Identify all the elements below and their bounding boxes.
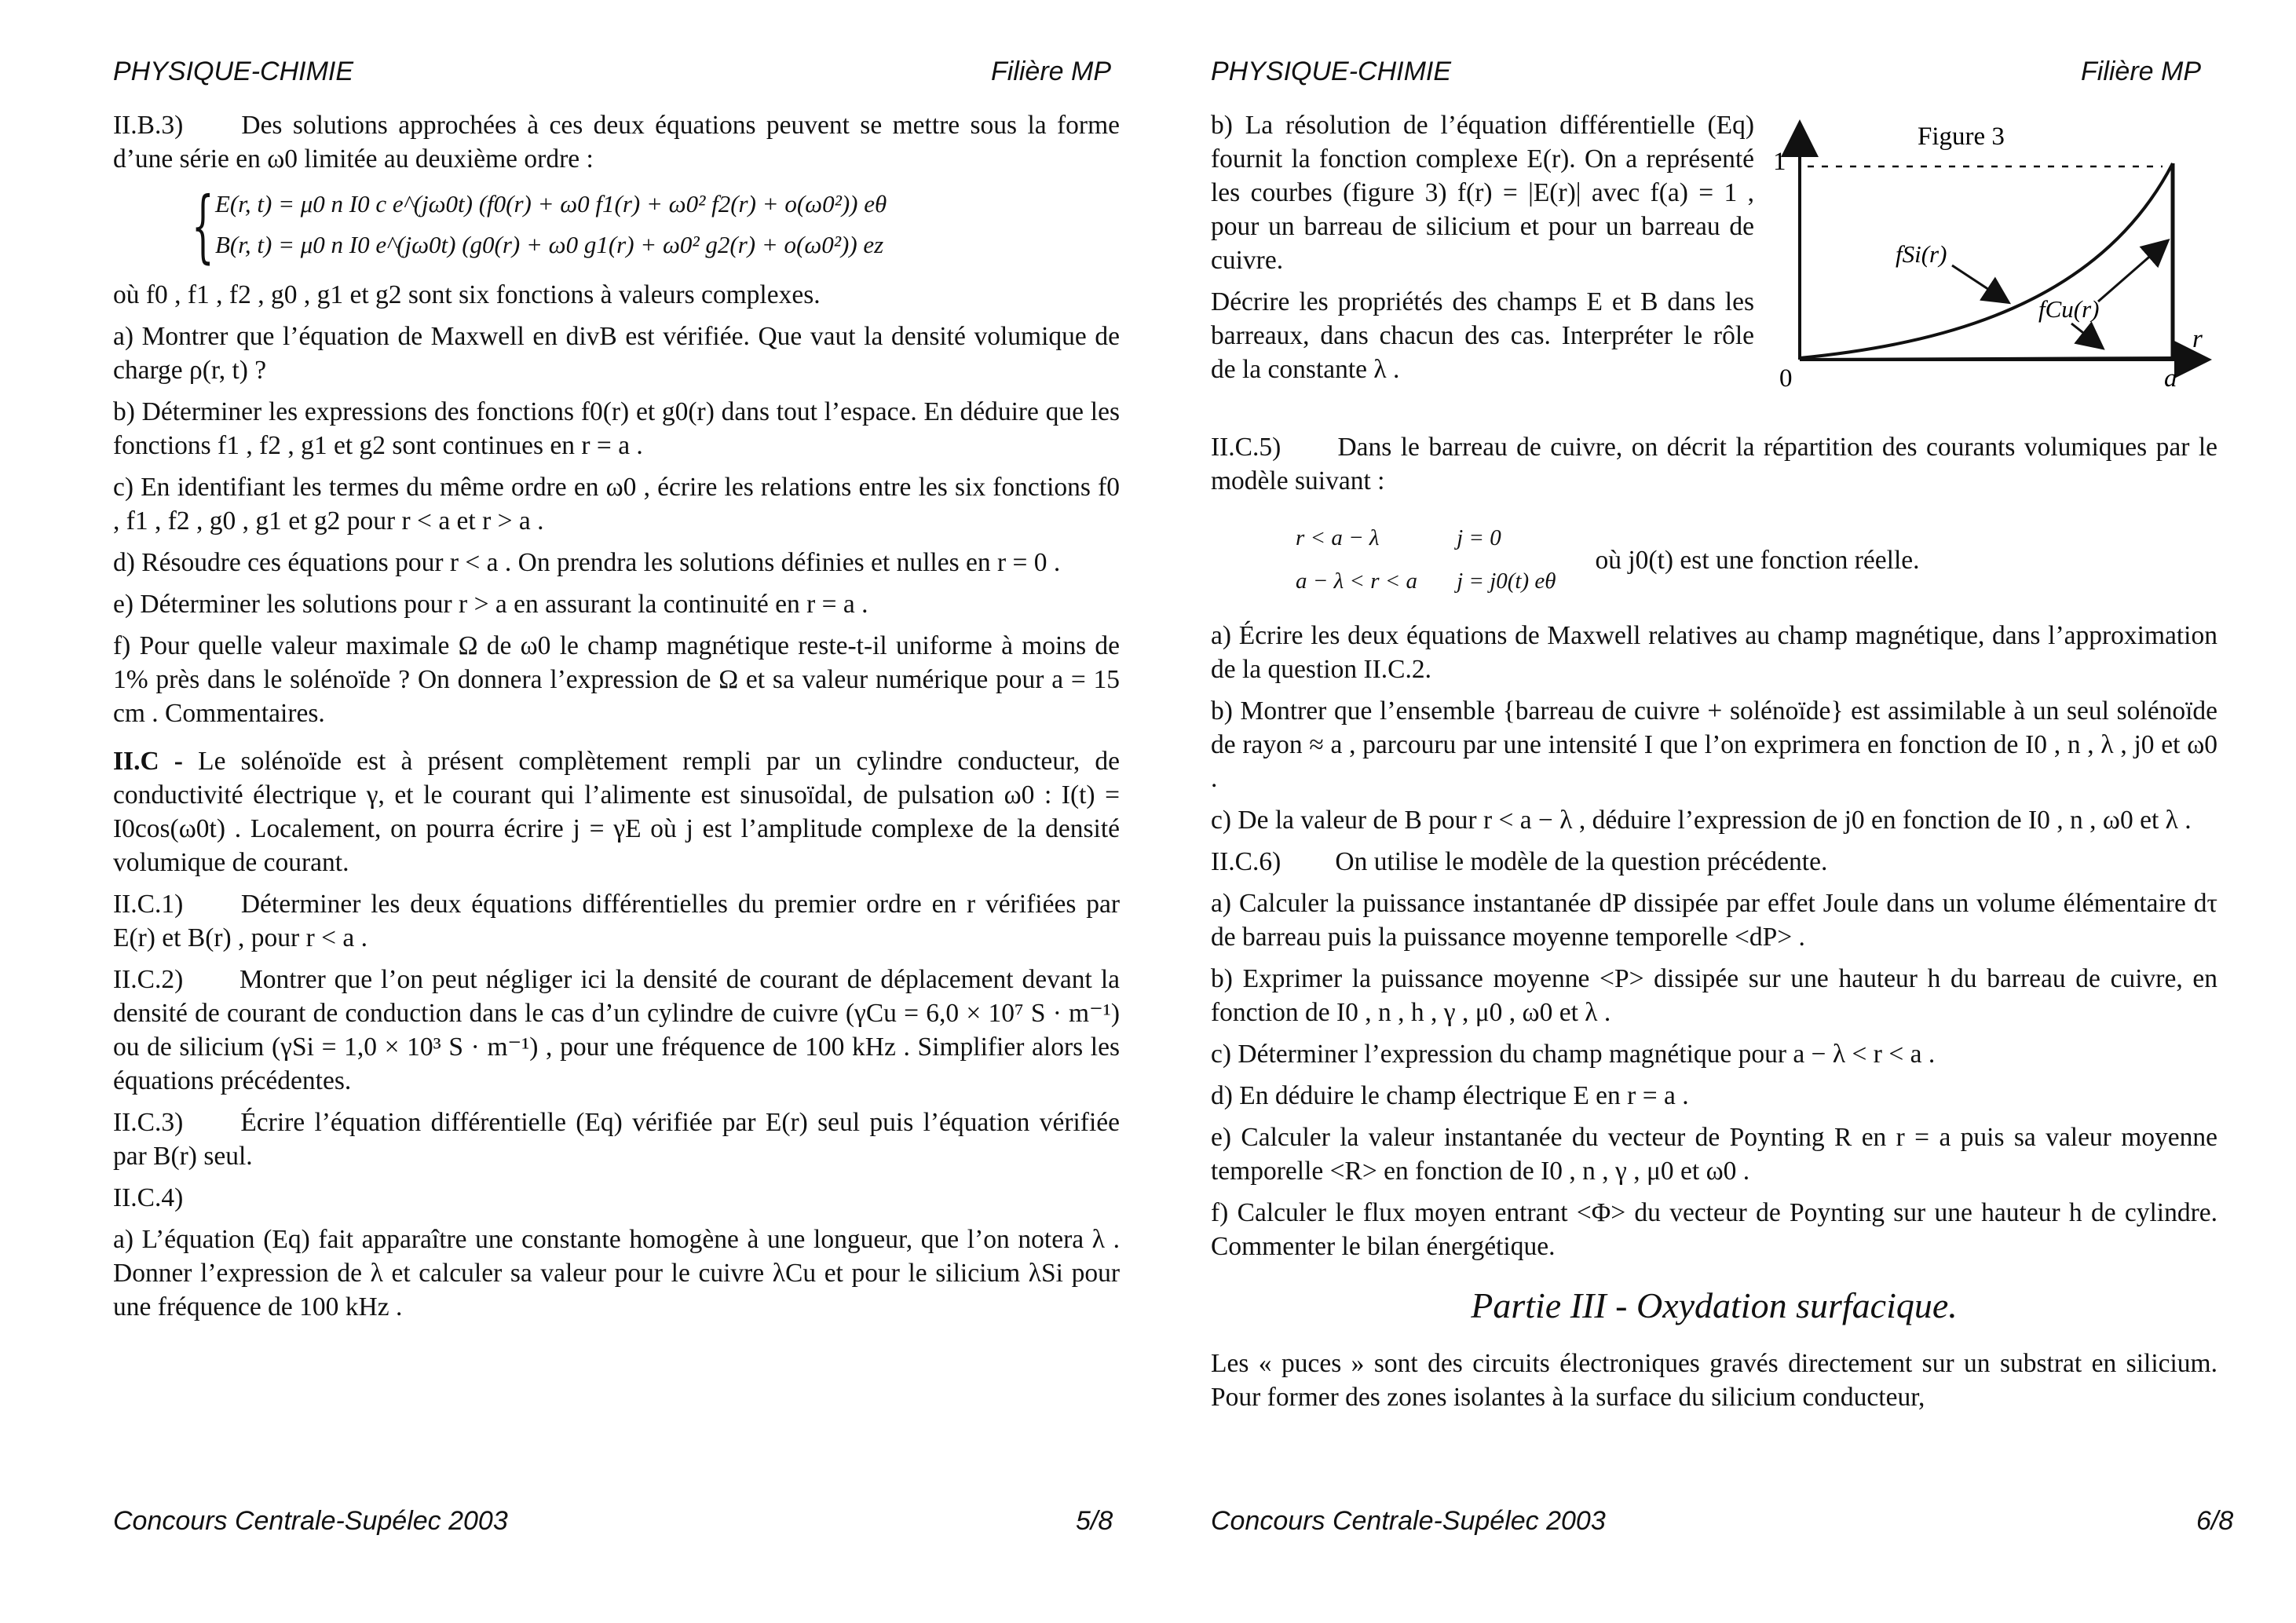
para-q-e: e) Déterminer les solutions pour r > a en assurant la continuité en r = a .	[113, 590, 868, 619]
para-q-f: f) Pour quelle valeur maximale Ω de ω0 le champ magnétique reste-t-il uniforme à moins de 1% près dans le solénoïde ? On donnera l’expression de Ω et sa valeur numérique pour a = 15 cm . Commentaires.	[113, 631, 1120, 728]
para-iic4	[113, 1181, 1120, 1215]
model-row-2-value: j = j0(t) eθ	[1457, 568, 1556, 594]
x-axis-label: r	[2192, 325, 2203, 353]
header-track: Filière MP	[2081, 57, 2202, 86]
footer-contest: Concours Centrale-Supélec 2003	[113, 1506, 508, 1536]
label-iic2: II.C.2)	[113, 965, 184, 994]
model-note: où j0(t) est une fonction réelle.	[1595, 545, 1920, 575]
arrow-f-cu-upper	[2098, 242, 2166, 302]
text-iic6: On utilise le modèle de la question précédente.	[1335, 847, 1828, 876]
text-iic5: Dans le barreau de cuivre, on décrit la répartition des courants volumiques par le modèle suivant :	[1211, 433, 2218, 495]
text-iic1: Déterminer les deux équations différentielles du premier ordre en r vérifiées par E(r) et B(r) , pour r < a .	[113, 890, 1120, 952]
figure-3	[1770, 108, 2217, 422]
header-track: Filière MP	[991, 57, 1112, 86]
para-six-functions: où f0 , f1 , f2 , g0 , g1 et g2 sont six fonctions à valeurs complexes.	[113, 280, 821, 309]
label-iic3: II.C.3)	[113, 1108, 184, 1137]
para-iic6-a: a) Calculer la puissance instantanée dP dissipée par effet Joule dans un volume élémentaire dτ de barreau puis la puissance moyenne temporelle <dP> .	[1211, 889, 2217, 952]
label-iic6: II.C.6)	[1211, 847, 1281, 876]
equation-b: B(r, t) = μ0 n I0 e^(jω0t) (g0(r) + ω0 g1(r) + ω0² g2(r) + o(ω0²)) ez	[215, 231, 884, 258]
para-iic4-b: b) La résolution de l’équation différentielle (Eq) fournit la fonction complexe E(r). On a représenté les courbes (figure 3) f(r) = |E(r)| avec f(a) = 1 , pour un barreau de silicium et pour un barreau de cuivre.	[1211, 111, 1754, 275]
label-iic5: II.C.5)	[1211, 433, 1281, 462]
equation-e: E(r, t) = μ0 n I0 c e^(jω0t) (f0(r) + ω0 f1(r) + ω0² f2(r) + o(ω0²)) eθ	[215, 190, 887, 217]
footer-page-number: 5/8	[1076, 1506, 1113, 1536]
current-model	[1211, 517, 2217, 603]
para-iic1	[113, 887, 1120, 955]
text-iic: Le solénoïde est à présent complètement rempli par un cylindre conducteur, de conductivité électrique γ, et le courant qui l’alimente est sinusoïdal, de pulsation ω0 : I(t) = I0cos(ω0t) . Localement, on pourra écrire j = γE où j est l’amplitude complexe de la densité volumique de courant.	[113, 747, 1120, 877]
text-iib3: Des solutions approchées à ces deux équations peuvent se mettre sous la forme d’une série en ω0 limitée au deuxième ordre :	[113, 111, 1121, 174]
para-q-a: a) Montrer que l’équation de Maxwell en divB est vérifiée. Que vaut la densité volumique de charge ρ(r, t) ?	[113, 322, 1120, 385]
para-q-c: c) En identifiant les termes du même ordre en ω0 , écrire les relations entre les six fonctions f0 , f1 , f2 , g0 , g1 et g2 pour r < a et r > a .	[113, 473, 1120, 536]
para-iic6	[1211, 845, 2217, 879]
curve-f-si	[1800, 163, 2173, 358]
page-right	[1148, 0, 2296, 1623]
label-iic: II.C -	[113, 747, 183, 776]
label-f-cu: fCu(r)	[2038, 295, 2100, 323]
right-column	[1211, 108, 2217, 1422]
para-iic2	[113, 963, 1120, 1098]
model-row-1	[1296, 517, 1595, 560]
y-tick-one: 1	[1773, 148, 1786, 176]
header-subject: PHYSIQUE-CHIMIE	[1211, 57, 1452, 86]
label-iib3: II.B.3)	[113, 111, 184, 140]
section-title-partie-iii: Partie III - Oxydation surfacique.	[1471, 1285, 1958, 1325]
para-q-d: d) Résoudre ces équations pour r < a . On prendra les solutions définies et nulles en r = 0 .	[113, 548, 1061, 577]
para-iic5-c: c) De la valeur de B pour r < a − λ , déduire l’expression de j0 en fonction de I0 , n , ω0 et λ .	[1211, 806, 2192, 835]
model-table	[1296, 517, 1595, 603]
label-iic4: II.C.4)	[113, 1183, 184, 1212]
model-row-2	[1296, 560, 1595, 603]
arrow-f-si	[1952, 265, 2007, 302]
text-iic2: Montrer que l’on peut négliger ici la densité de courant de déplacement devant la densité de courant de conduction dans le cas d’un cylindre de cuivre (γCu = 6,0 × 10⁷ S · m⁻¹) ou de silicium (γSi = 1,0 × 10³ S · m⁻¹) , pour une fréquence de 100 kHz . Simplifier alors les équations précédentes.	[113, 965, 1120, 1095]
para-iic6-c: c) Déterminer l’expression du champ magnétique pour a − λ < r < a .	[1211, 1040, 1936, 1069]
arrow-f-cu	[2071, 324, 2101, 347]
para-iic6-d: d) En déduire le champ électrique E en r = a .	[1211, 1081, 1689, 1110]
brace-symbol: {	[192, 180, 214, 272]
label-f-si: fSi(r)	[1896, 240, 1947, 268]
para-partie-iii-intro: Les « puces » sont des circuits électroniques gravés directement sur un substrat en silicium. Pour former des zones isolantes à la surface du silicium conducteur,	[1211, 1349, 2217, 1412]
x-tick-a: a	[2164, 364, 2177, 393]
para-iic	[113, 744, 1120, 879]
para-iib3	[113, 108, 1120, 176]
figure-title: Figure 3	[1918, 122, 2005, 151]
para-iic4-a: a) L’équation (Eq) fait apparaître une constante homogène à une longueur, que l’on notera λ . Donner l’expression de λ et calculer sa valeur pour le cuivre λCu et pour le silicium λSi pour une fréquence de 100 kHz .	[113, 1225, 1120, 1321]
figure-3-plot	[1770, 108, 2217, 422]
para-iic6-f: f) Calculer le flux moyen entrant <Φ> du vecteur de Poynting sur une hauteur h de cylindre. Commenter le bilan énergétique.	[1211, 1198, 2217, 1261]
para-iic5-b: b) Montrer que l’ensemble {barreau de cuivre + solénoïde} est assimilable à un seul solénoïde de rayon ≈ a , parcouru par une intensité I que l’on exprimera en fonction de I0 , n , λ , j0 et ω0 .	[1211, 696, 2217, 793]
curve-f-cu	[1800, 358, 2173, 360]
para-iic6-e: e) Calculer la valeur instantanée du vecteur de Poynting R en r = a puis sa valeur moyenne temporelle <R> en fonction de I0 , n , γ , μ0 et ω0 .	[1211, 1123, 2217, 1186]
model-row-1-condition: r < a − λ	[1296, 525, 1380, 550]
para-iic3	[113, 1106, 1120, 1173]
header-subject: PHYSIQUE-CHIMIE	[113, 57, 354, 86]
footer-contest: Concours Centrale-Supélec 2003	[1211, 1506, 1606, 1536]
equation-system	[113, 180, 1120, 272]
para-iic6-b: b) Exprimer la puissance moyenne <P> dissipée sur une hauteur h du barreau de cuivre, en fonction de I0 , n , h , γ , μ0 , ω0 et λ .	[1211, 964, 2217, 1027]
para-iic4-describe: Décrire les propriétés des champs E et B dans les barreaux, dans chacun des cas. Interpréter le rôle de la constante λ .	[1211, 287, 1754, 384]
text-iic3: Écrire l’équation différentielle (Eq) vérifiée par E(r) seul puis l’équation vérifiée par B(r) seul.	[113, 1108, 1120, 1171]
label-iic1: II.C.1)	[113, 890, 184, 919]
para-iic5-a: a) Écrire les deux équations de Maxwell relatives au champ magnétique, dans l’approximation de la question II.C.2.	[1211, 621, 2217, 684]
model-row-2-condition: a − λ < r < a	[1296, 568, 1418, 594]
origin-label: 0	[1779, 364, 1793, 393]
model-row-1-value: j = 0	[1457, 525, 1501, 550]
para-q-b: b) Déterminer les expressions des fonctions f0(r) et g0(r) dans tout l’espace. En déduire que les fonctions f1 , f2 , g1 et g2 sont continues en r = a .	[113, 397, 1120, 460]
footer-page-number: 6/8	[2196, 1506, 2234, 1536]
para-iic5	[1211, 430, 2217, 498]
left-column	[113, 108, 1120, 1332]
